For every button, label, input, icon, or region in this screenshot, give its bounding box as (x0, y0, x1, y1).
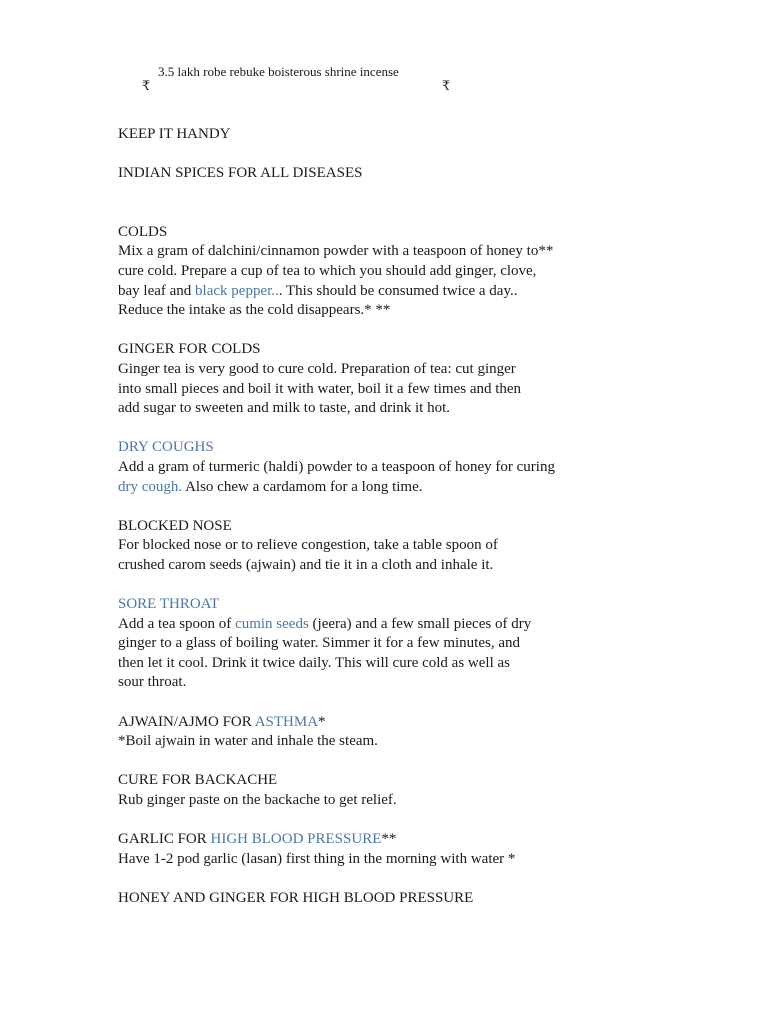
document-header (142, 62, 472, 94)
garlic-line: Have 1-2 pod garlic (lasan) first thing in the morning with water * (118, 850, 516, 867)
dry-coughs-line (118, 478, 638, 498)
garlic-heading-text: ** (381, 831, 397, 848)
section-garlic (118, 830, 638, 869)
cumin-seeds-link[interactable]: cumin seeds (235, 615, 309, 632)
colds-line: Reduce the intake as the cold disappears.* ** (118, 302, 391, 319)
honey-ginger-heading: HONEY AND GINGER FOR HIGH BLOOD PRESSURE (118, 889, 474, 906)
dry-coughs-line: Add a gram of turmeric (haldi) powder to a teaspoon of honey for curing (118, 458, 555, 475)
colds-heading: COLDS (118, 223, 168, 240)
section-backache (118, 771, 638, 810)
blocked-nose-line: crushed carom seeds (ajwain) and tie it in a cloth and inhale it. (118, 556, 494, 573)
high-blood-pressure-link[interactable]: HIGH BLOOD PRESSURE (210, 831, 382, 848)
document-title: INDIAN SPICES FOR ALL DISEASES (118, 165, 363, 182)
sore-throat-line: sour throat. (118, 674, 187, 691)
colds-line (118, 282, 638, 302)
dry-coughs-line-text: Also chew a cardamom for a long time. (182, 478, 423, 495)
sore-throat-line-text: (jeera) and a few small pieces of dry (308, 615, 532, 632)
section-ajwain-asthma (118, 713, 638, 752)
rupee-symbol-left: ₹ (142, 78, 151, 93)
backache-line: Rub ginger paste on the backache to get relief. (118, 792, 397, 808)
sore-throat-heading-link[interactable]: SORE THROAT (118, 596, 219, 613)
section-dry-coughs (118, 438, 638, 497)
section-ginger-for-colds (118, 340, 638, 418)
ginger-line: into small pieces and boil it with water, boil it a few times and then (118, 380, 522, 397)
blocked-nose-line: For blocked nose or to relieve congestion, take a table spoon of (118, 537, 498, 554)
asthma-link[interactable]: ASTHMA (254, 713, 319, 730)
blocked-nose-heading: BLOCKED NOSE (118, 517, 232, 534)
sore-throat-line: then let it cool. Drink it twice daily. This will cure cold as well as (118, 654, 510, 671)
ajwain-heading (118, 713, 638, 733)
keep-it-handy-heading: KEEP IT HANDY (118, 126, 231, 142)
ginger-line: Ginger tea is very good to cure cold. Preparation of tea: cut ginger (118, 360, 516, 377)
colds-line: cure cold. Prepare a cup of tea to which you should add ginger, clove, (118, 262, 537, 279)
header-text: 3.5 lakh robe rebuke boisterous shrine incense (158, 64, 399, 79)
sore-throat-line-text: Add a tea spoon of (118, 615, 236, 632)
ajwain-heading-text: AJWAIN/AJMO FOR (118, 713, 255, 730)
garlic-heading (118, 830, 638, 850)
rupee-symbol-right: ₹ (442, 78, 451, 93)
dry-cough-link[interactable]: dry cough. (118, 478, 183, 495)
document-body (118, 125, 638, 909)
ajwain-heading-text: * (318, 713, 326, 730)
ginger-line: add sugar to sweeten and milk to taste, and drink it hot. (118, 400, 451, 417)
sore-throat-line: ginger to a glass of boiling water. Simmer it for a few minutes, and (118, 635, 520, 652)
colds-line: Mix a gram of dalchini/cinnamon powder with a teaspoon of honey to** (118, 243, 554, 260)
dry-coughs-heading-link[interactable]: DRY COUGHS (118, 439, 214, 456)
colds-line-text: . This should be consumed twice a day.. (278, 282, 518, 299)
section-honey-ginger (118, 889, 638, 909)
sore-throat-line (118, 615, 638, 635)
backache-heading: CURE FOR BACKACHE (118, 772, 278, 789)
section-sore-throat (118, 595, 638, 693)
ajwain-line: *Boil ajwain in water and inhale the steam. (118, 733, 378, 750)
colds-line-text: bay leaf and (118, 282, 196, 299)
section-colds (118, 223, 638, 321)
ginger-for-colds-heading: GINGER FOR COLDS (118, 341, 261, 358)
garlic-heading-text: GARLIC FOR (118, 831, 211, 848)
black-pepper-link[interactable]: black pepper.. (195, 282, 279, 299)
section-blocked-nose (118, 517, 638, 576)
